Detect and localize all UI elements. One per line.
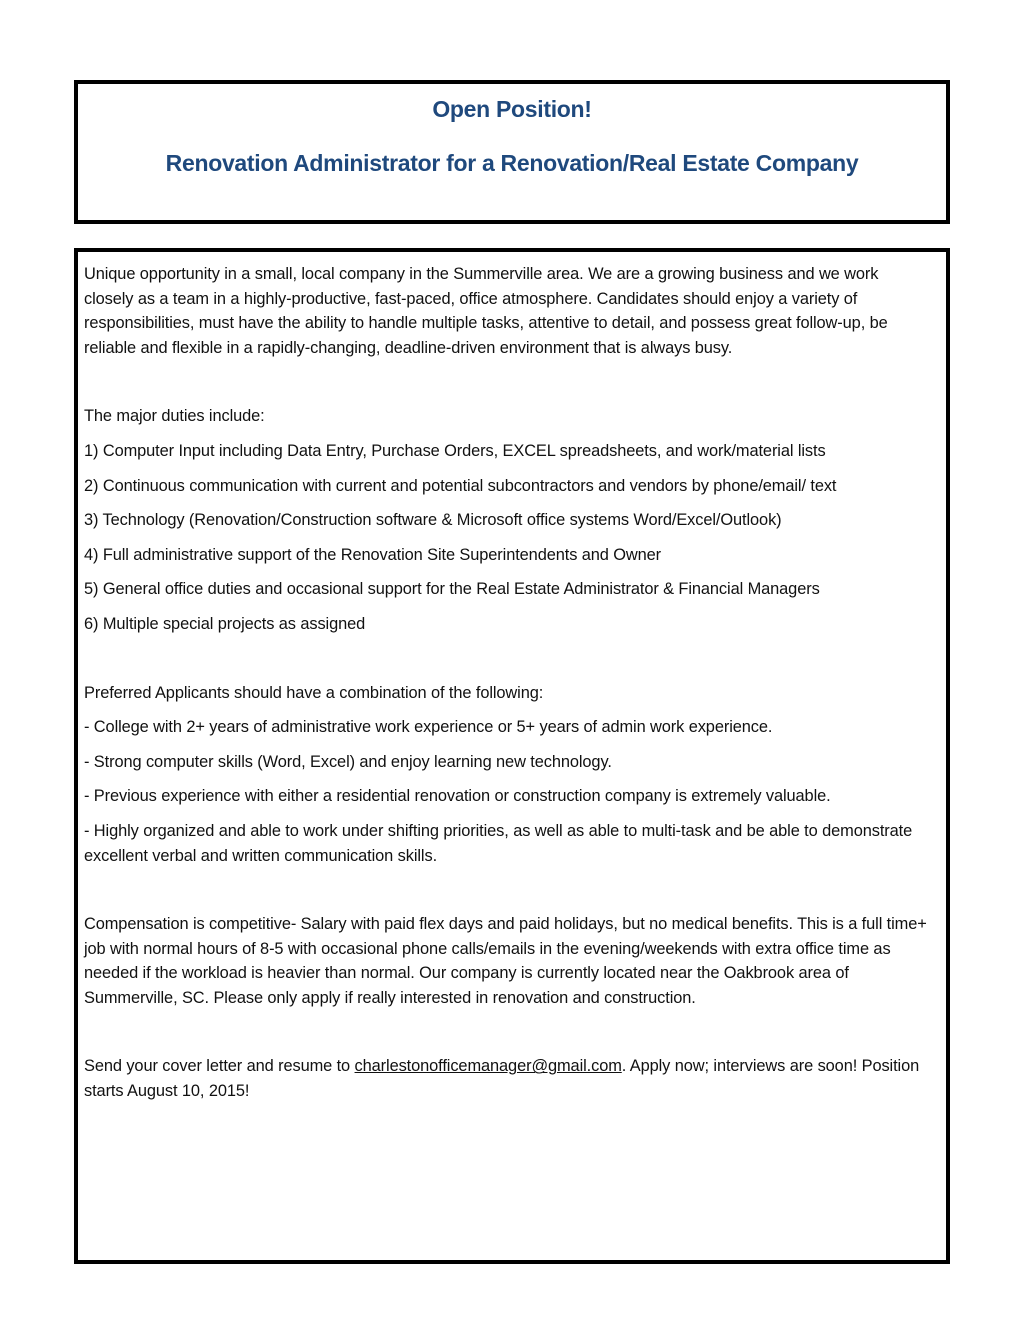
qualifications-heading: Preferred Applicants should have a combination of the following: bbox=[84, 683, 544, 702]
spacer bbox=[84, 637, 930, 681]
compensation-paragraph: Compensation is competitive- Salary with paid flex days and paid holidays, but no medical benefits. This is a full time+ job with normal hours of 8-5 with occasional phone calls/emails in the evening/weekends with extra office time as needed if the workload is heavier than normal. Our company is currently located near the Oakbrook area of Summerville, SC. Please only apply if really interested in renovation and construction. bbox=[84, 915, 927, 1007]
duty-item: 3) Technology (Renovation/Construction software & Microsoft office systems Word/Excel/Outlook) bbox=[84, 511, 782, 530]
duty-item: 5) General office duties and occasional support for the Real Estate Administrator & Financial Managers bbox=[84, 580, 820, 599]
job-title: Renovation Administrator for a Renovation/Real Estate Company bbox=[165, 150, 859, 176]
duty-item: 4) Full administrative support of the Renovation Site Superintendents and Owner bbox=[84, 545, 662, 564]
spacer bbox=[84, 740, 930, 750]
spacer bbox=[84, 868, 930, 912]
page-title: Open Position! bbox=[432, 96, 592, 122]
qualification-item: - Highly organized and able to work under shifting priorities, as well as able to multi-task and be able to demonstrate excellent verbal and written communication skills. bbox=[84, 821, 913, 865]
duties-heading: The major duties include: bbox=[84, 407, 265, 426]
spacer bbox=[84, 705, 930, 715]
email-link[interactable]: charlestonofficemanager@gmail.com bbox=[354, 1057, 622, 1076]
apply-suffix: . Apply now; interviews are soon! Position starts August 10, 2015! bbox=[84, 1057, 920, 1101]
spacer bbox=[84, 602, 930, 612]
duty-item: 6) Multiple special projects as assigned bbox=[84, 614, 366, 633]
spacer bbox=[84, 498, 930, 508]
header-box bbox=[74, 80, 950, 224]
spacer bbox=[84, 533, 930, 543]
spacer bbox=[84, 1010, 930, 1054]
qualification-item: - College with 2+ years of administrative work experience or 5+ years of admin work experience. bbox=[84, 718, 773, 737]
spacer bbox=[84, 429, 930, 439]
apply-paragraph bbox=[84, 1054, 930, 1103]
spacer bbox=[84, 567, 930, 577]
spacer bbox=[84, 774, 930, 784]
duty-item: 1) Computer Input including Data Entry, Purchase Orders, EXCEL spreadsheets, and work/material lists bbox=[84, 441, 826, 460]
job-description-content bbox=[84, 262, 930, 1104]
intro-paragraph: Unique opportunity in a small, local company in the Summerville area. We are a growing business and we work closely as a team in a highly-productive, fast-paced, office atmosphere. Candidates should enjoy a variety of responsibilities, must have the ability to handle multiple tasks, attentive to detail, and possess great follow-up, be reliable and flexible in a rapidly-changing, deadline-driven environment that is always busy. bbox=[84, 265, 888, 357]
spacer bbox=[84, 809, 930, 819]
spacer bbox=[84, 360, 930, 404]
qualification-item: - Strong computer skills (Word, Excel) and enjoy learning new technology. bbox=[84, 752, 612, 771]
spacer bbox=[84, 464, 930, 474]
qualification-item: - Previous experience with either a residential renovation or construction company is extremely valuable. bbox=[84, 787, 831, 806]
apply-prefix: Send your cover letter and resume to bbox=[84, 1057, 355, 1076]
job-description-box bbox=[74, 248, 950, 1264]
duty-item: 2) Continuous communication with current and potential subcontractors and vendors by phone/email/ text bbox=[84, 476, 837, 495]
